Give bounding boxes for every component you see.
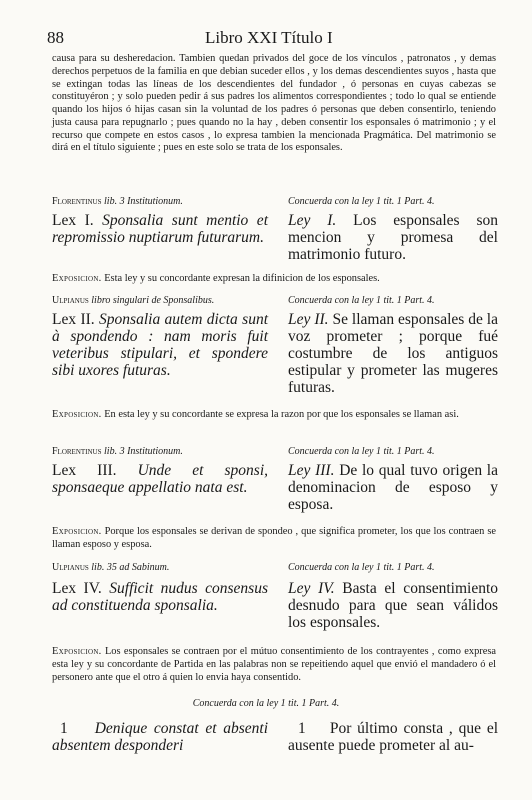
exposicion-label: Exposicion. (52, 409, 102, 420)
ley-text: De lo qual tuvo origen la denominacion de esposo y esposa. (288, 462, 498, 513)
spanish-final-paragraph (288, 720, 498, 754)
running-title: Libro XXI Título I (205, 28, 333, 47)
page-number: 88 (47, 28, 64, 47)
source-right-4 (288, 562, 498, 574)
exposicion-label: Exposicion. (52, 526, 102, 537)
lex-text: Unde et sponsi, sponsaeque appellatio nata est. (52, 462, 268, 496)
latin-lex-1 (52, 212, 268, 246)
lex-number: Lex II. (52, 311, 95, 328)
ley-number: Ley II. (288, 311, 329, 328)
source-left-4 (52, 562, 268, 574)
concordance: Concuerda con la ley 1 tit. 1 Part. 4. (288, 295, 435, 306)
source-author: Florentinus (52, 446, 102, 457)
exposicion-label: Exposicion. (52, 273, 102, 284)
spanish-ley-4 (288, 580, 498, 631)
paragraph-text: Denique constat et absenti absentem desponderi (52, 720, 268, 754)
source-work: lib. 35 ad Sabinum. (91, 562, 170, 573)
concordance: Concuerda con la ley 1 tit. 1 Part. 4. (192, 698, 340, 709)
exposicion-3 (52, 526, 496, 552)
source-left-1 (52, 196, 268, 208)
ley-text: Se llaman esponsales de la voz prometer ; porque fué costumbre de los antiguos estipular y prometer las mugeres futuras. (288, 311, 498, 396)
latin-lex-4 (52, 580, 268, 614)
exposicion-text: Los esponsales se contraen por el mútuo consentimiento de los contrayentes , como expresa esta ley y su concordante de Partida en las palabras non se repeitiendo aquel que envió el mandadero ó el personero ante que el otro á quien lo envia haya consentido. (52, 646, 496, 683)
spanish-ley-2 (288, 311, 498, 396)
paragraph-text: Por último consta , que el ausente puede prometer al au- (288, 720, 499, 754)
lex-text: Sufficit nudus consensus ad constituenda sponsalia. (52, 580, 268, 614)
exposicion-text: En esta ley y su concordante se expresa la razon por que los esponsales se llaman asi. (104, 409, 459, 420)
latin-final-paragraph (52, 720, 268, 754)
source-work: libro singulari de Sponsalibus. (91, 295, 215, 306)
ley-text: Basta el consentimiento desnudo para que sean válidos los esponsales. (288, 580, 499, 631)
source-left-3 (52, 446, 268, 458)
lex-number: Lex I. (52, 212, 94, 229)
intro-paragraph: causa para su desheredacion. Tambien quedan privados del goce de los vínculos , patronatos , y demas derechos perpetuos de la familia en que debian suceder ellos , y los demas descendientes suyos , hasta que se extingan todas las líneas de los descendientes del fundador , ó personas en cuyas cabezas se constituyéron ; y solo pueden pedir á sus padres los alimentos correspondientes ; todo lo qual se entiende quando los hijos ó hijas casan sin la voluntad de los padres ó personas que deben consentirlo, teniendo justa causa para repugnarlo ; pues quando no la hay , deben consentir los esponsales ó matrimonio ; y el recurso que compete en estos casos , lo expresa tambien la mencionada Pragmática. Del matrimonio se dirá en el título siguiente ; pues en este solo se trata de los esponsales. (52, 53, 496, 154)
final-concordance (0, 698, 532, 710)
source-right-3 (288, 446, 498, 458)
concordance: Concuerda con la ley 1 tit. 1 Part. 4. (288, 446, 435, 457)
source-right-1 (288, 196, 498, 208)
exposicion-1 (52, 273, 496, 286)
exposicion-text: Esta ley y su concordante expresan la difinicion de los esponsales. (104, 273, 380, 284)
ley-number: Ley IV. (288, 580, 335, 597)
exposicion-label: Exposicion. (52, 646, 102, 657)
ley-number: Ley I. (288, 212, 337, 229)
source-left-2 (52, 295, 268, 307)
spanish-ley-3 (288, 462, 498, 513)
concordance: Concuerda con la ley 1 tit. 1 Part. 4. (288, 196, 435, 207)
lex-number: Lex IV. (52, 580, 102, 597)
source-author: Florentinus (52, 196, 102, 207)
lex-text: Sponsalia sunt mentio et repromissio nuptiarum futurarum. (52, 212, 268, 246)
ley-number: Ley III. (288, 462, 335, 479)
latin-lex-3 (52, 462, 268, 496)
spanish-ley-1 (288, 212, 498, 263)
lex-text: Sponsalia autem dicta sunt à spondendo : nam moris fuit veteribus stipulari, et spondere sibi uxores futuras. (52, 311, 269, 379)
source-right-2 (288, 295, 498, 307)
latin-lex-2 (52, 311, 268, 379)
paragraph-number: 1 (60, 720, 68, 737)
concordance: Concuerda con la ley 1 tit. 1 Part. 4. (288, 562, 435, 573)
lex-number: Lex III. (52, 462, 117, 479)
paragraph-number: 1 (298, 720, 306, 737)
ley-text: Los esponsales son mencion y promesa del matrimonio futuro. (288, 212, 498, 263)
source-author: Ulpianus (52, 562, 89, 573)
exposicion-4 (52, 646, 496, 684)
source-work: lib. 3 Institutionum. (104, 446, 183, 457)
exposicion-2 (52, 409, 496, 422)
source-work: lib. 3 Institutionum. (104, 196, 183, 207)
source-author: Ulpianus (52, 295, 89, 306)
exposicion-text: Porque los esponsales se derivan de spondeo , que significa prometer, los que los contraen se llaman esposo y esposa. (52, 526, 496, 550)
